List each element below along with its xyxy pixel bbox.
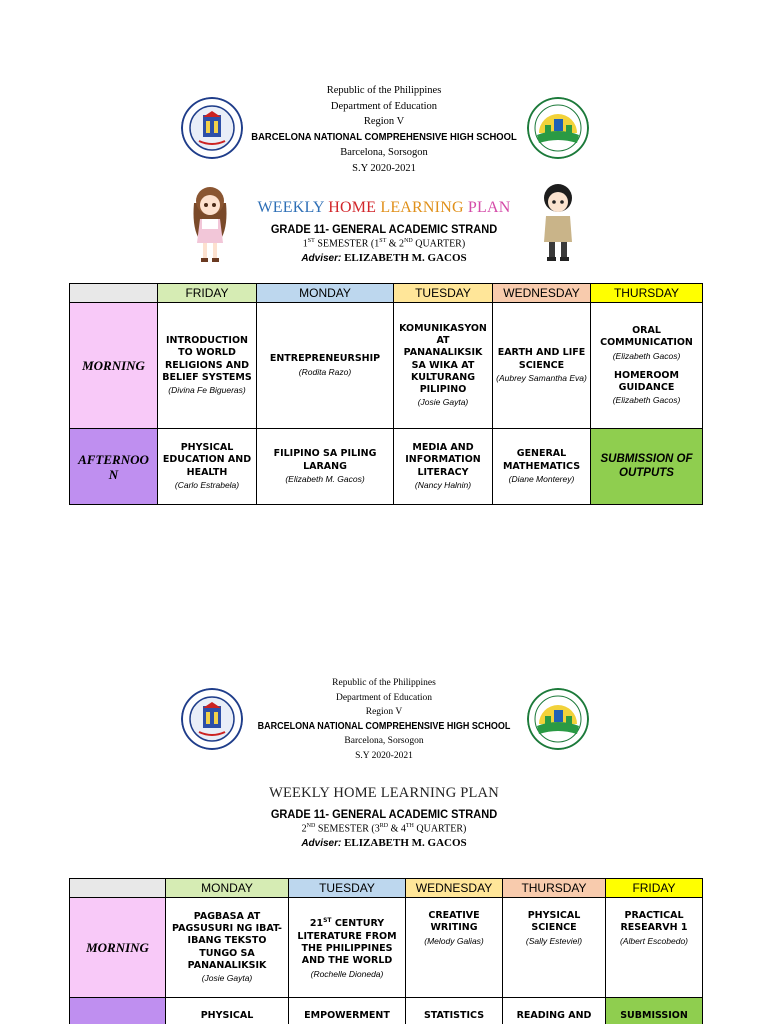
schedule-cell bbox=[493, 303, 591, 429]
plan-title bbox=[0, 785, 768, 802]
subject: SUBMISSION bbox=[620, 1010, 688, 1021]
subject: 21ST CENTURY LITERATURE FROM THE PHILIPPINES AND THE WORLD bbox=[297, 917, 397, 967]
title-word-learning: LEARNING bbox=[380, 785, 457, 801]
schedule-cell bbox=[394, 429, 493, 505]
schedule-cell bbox=[257, 429, 394, 505]
school-year: S.Y 2020-2021 bbox=[352, 162, 416, 174]
day-header: TUESDAY bbox=[394, 284, 493, 303]
schedule-cell bbox=[257, 303, 394, 429]
schedule-cell bbox=[493, 429, 591, 505]
afternoon-row bbox=[70, 998, 703, 1024]
morning-label: MORNING bbox=[70, 303, 158, 429]
teacher: (Elizabeth M. Gacos) bbox=[285, 473, 365, 484]
title-word-home: HOME bbox=[333, 785, 377, 801]
adviser-name: ELIZABETH M. GACOS bbox=[344, 837, 467, 849]
morning-label: MORNING bbox=[70, 898, 166, 998]
teacher: (Elizabeth Gacos) bbox=[612, 395, 681, 406]
teacher: (Melody Galias) bbox=[424, 935, 484, 946]
submission-text: SUBMISSION OF OUTPUTS bbox=[600, 453, 693, 479]
submission-cell bbox=[606, 998, 703, 1024]
title-word-weekly: WEEKLY bbox=[269, 785, 330, 801]
schedule-cell bbox=[503, 998, 606, 1024]
afternoon-label: AFTERNOO N bbox=[70, 429, 158, 505]
day-header: TUESDAY bbox=[289, 879, 406, 898]
subject: PHYSICAL SCIENCE bbox=[527, 910, 581, 934]
subject: CREATIVE WRITING bbox=[428, 910, 480, 934]
teacher: (Josie Gayta) bbox=[417, 397, 469, 408]
teacher: (Divina Fe Bigueras) bbox=[168, 385, 246, 396]
schedule-cell bbox=[158, 303, 257, 429]
subject: ENTREPRENEURSHIP bbox=[269, 353, 381, 365]
day-header: WEDNESDAY bbox=[406, 879, 503, 898]
school-name: BARCELONA NATIONAL COMPREHENSIVE HIGH SCHOOL bbox=[257, 720, 511, 732]
day-header: MONDAY bbox=[166, 879, 289, 898]
subject: EARTH AND LIFE SCIENCE bbox=[497, 347, 586, 371]
title-word-plan: PLAN bbox=[460, 785, 499, 801]
school-year: S.Y 2020-2021 bbox=[355, 750, 413, 761]
subject: PHYSICAL bbox=[200, 1010, 254, 1021]
day-header: MONDAY bbox=[257, 284, 394, 303]
subject: STATISTICS bbox=[423, 1010, 485, 1021]
teacher: (Josie Gayta) bbox=[201, 973, 253, 984]
adviser-name: ELIZABETH M. GACOS bbox=[344, 252, 467, 264]
location-line: Barcelona, Sorsogon bbox=[344, 736, 424, 746]
plan-title bbox=[0, 199, 768, 217]
teacher: (Diane Monterey) bbox=[508, 473, 575, 484]
schedule-cell bbox=[394, 303, 493, 429]
subject: PHYSICAL EDUCATION AND HEALTH bbox=[162, 442, 252, 478]
subject: GENERAL MATHEMATICS bbox=[502, 448, 581, 472]
teacher: (Rodita Razo) bbox=[298, 366, 352, 377]
republic-line: Republic of the Philippines bbox=[326, 85, 442, 96]
subject: MEDIA AND INFORMATION LITERACY bbox=[405, 442, 481, 478]
teacher: (Sally Esteviel) bbox=[525, 935, 583, 946]
day-header: FRIDAY bbox=[606, 879, 703, 898]
adviser-line bbox=[0, 837, 768, 849]
title-word-home: HOME bbox=[328, 199, 377, 216]
day-header: FRIDAY bbox=[158, 284, 257, 303]
location-line: Barcelona, Sorsogon bbox=[340, 147, 428, 158]
day-header-row bbox=[70, 284, 703, 303]
schedule-cell bbox=[406, 898, 503, 998]
adviser-label: Adviser: bbox=[301, 838, 342, 849]
subject: PRACTICAL RESEARVH 1 bbox=[620, 910, 688, 934]
schedule-table bbox=[69, 878, 703, 1024]
region-line: Region V bbox=[365, 707, 403, 717]
day-header: WEDNESDAY bbox=[493, 284, 591, 303]
subject: PAGBASA AT PAGSUSURI NG IBAT-IBANG TEKSTO TUNGO SA PANANALIKSIK bbox=[172, 910, 282, 971]
title-word-plan: PLAN bbox=[467, 199, 511, 216]
schedule-cell bbox=[158, 429, 257, 505]
strand-heading: GRADE 11- GENERAL ACADEMIC STRAND bbox=[270, 807, 498, 821]
title-word-learning: LEARNING bbox=[380, 199, 464, 216]
schedule-cell bbox=[289, 898, 406, 998]
teacher: (Carlo Estrabela) bbox=[174, 479, 240, 490]
department-line: Department of Education bbox=[330, 100, 438, 112]
semester-line: 1ST SEMESTER (1ST & 2ND QUARTER) bbox=[302, 238, 466, 250]
adviser-label: Adviser: bbox=[301, 253, 342, 264]
subject: INTRODUCTION TO WORLD RELIGIONS AND BELIEF SYSTEMS bbox=[162, 334, 252, 383]
corner-cell bbox=[70, 284, 158, 303]
subject: EMPOWERMENT bbox=[304, 1010, 390, 1021]
morning-row bbox=[70, 303, 703, 429]
title-word-weekly: WEEKLY bbox=[257, 199, 325, 216]
schedule-cell bbox=[406, 998, 503, 1024]
schedule-cell bbox=[166, 998, 289, 1024]
teacher: (Aubrey Samantha Eva) bbox=[496, 372, 587, 383]
region-line: Region V bbox=[363, 116, 405, 127]
teacher: (Albert Escobedo) bbox=[619, 935, 689, 946]
day-header: THURSDAY bbox=[591, 284, 703, 303]
submission-cell bbox=[591, 429, 703, 505]
schedule-cell bbox=[289, 998, 406, 1024]
corner-cell bbox=[70, 879, 166, 898]
day-header: THURSDAY bbox=[503, 879, 606, 898]
republic-line: Republic of the Philippines bbox=[332, 678, 436, 688]
schedule-table bbox=[69, 283, 703, 505]
strand-heading: GRADE 11- GENERAL ACADEMIC STRAND bbox=[270, 222, 498, 236]
afternoon-row bbox=[70, 429, 703, 505]
teacher: (Elizabeth Gacos) bbox=[612, 350, 681, 361]
afternoon-label-cell bbox=[70, 998, 166, 1024]
schedule-cell bbox=[503, 898, 606, 998]
day-header-row bbox=[70, 879, 703, 898]
adviser-line bbox=[0, 252, 768, 264]
subject: ORAL COMMUNICATION bbox=[600, 324, 693, 349]
schedule-cell bbox=[591, 303, 703, 429]
subject: HOMEROOM GUIDANCE bbox=[614, 369, 679, 393]
schedule-cell bbox=[166, 898, 289, 998]
school-name: BARCELONA NATIONAL COMPREHENSIVE HIGH SCHOOL bbox=[251, 130, 517, 143]
teacher: (Nancy Halnin) bbox=[414, 479, 472, 490]
subject: KOMUNIKASYON AT PANANALIKSIK SA WIKA AT KULTURANG PILIPINO bbox=[399, 322, 487, 396]
subject: FILIPINO SA PILING LARANG bbox=[273, 448, 377, 472]
subject: READING AND bbox=[516, 1010, 592, 1021]
letterhead bbox=[0, 83, 768, 176]
teacher: (Rochelle Dioneda) bbox=[310, 968, 384, 979]
letterhead bbox=[0, 676, 768, 763]
semester-line: 2ND SEMESTER (3RD & 4TH QUARTER) bbox=[301, 823, 467, 835]
department-line: Department of Education bbox=[335, 692, 433, 703]
morning-row bbox=[70, 898, 703, 998]
schedule-cell bbox=[606, 898, 703, 998]
